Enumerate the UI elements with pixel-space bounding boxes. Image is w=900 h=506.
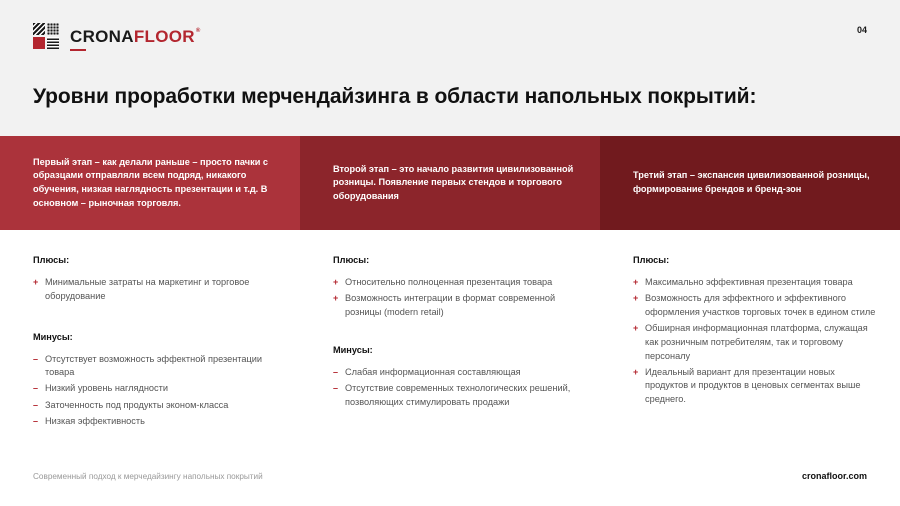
logo-wordmark: CRONAFLOOR®: [70, 28, 201, 45]
list-item: – Заточенность под продукты эконом-класса: [33, 399, 278, 413]
header-area: [0, 0, 900, 136]
list-item: + Обширная информационная платформа, служащая как розничным потребителям, так и торговому персоналу: [633, 322, 868, 361]
minus-icon: –: [33, 383, 39, 394]
plus-icon: +: [33, 277, 39, 287]
cons-list: [333, 366, 578, 410]
pros-list: [33, 276, 278, 304]
minus-icon: –: [33, 353, 39, 364]
pros-heading: Плюсы:: [633, 255, 670, 265]
list-item: – Слабая информационная составляющая: [333, 366, 578, 380]
pros-heading: Плюсы:: [33, 255, 70, 265]
list-item: + Минимальные затраты на маркетинг и торговое оборудование: [33, 277, 250, 301]
list-item: + Возможность для эффектного и эффективного оформления участков торговых точек в едином стиле: [633, 293, 876, 317]
list-item: – Низкий уровень наглядности: [33, 382, 278, 396]
stage-1-description: Первый этап – как делали раньше – просто пачки с образцами отправляли всем подряд, никакого обучения, низкая наглядность презентации и т.д. В основном – рыночная торговля.: [0, 136, 300, 230]
list-item: – Низкая эффективность: [33, 415, 278, 429]
minus-icon: –: [33, 399, 39, 410]
minus-icon: –: [333, 366, 339, 377]
plus-icon: +: [633, 293, 639, 304]
stages-band: [0, 136, 900, 230]
footer-caption: Современный подход к мерчедайзингу напольных покрытий: [33, 472, 263, 481]
stage-3-column: [600, 230, 900, 460]
pros-cons-columns: [0, 230, 900, 460]
cons-heading: Минусы:: [333, 344, 373, 355]
stage-1-column: [0, 230, 300, 460]
cons-heading: Минусы:: [33, 331, 73, 342]
logo-mark-icon: [33, 23, 59, 49]
plus-icon: +: [633, 322, 639, 333]
minus-icon: –: [333, 382, 339, 393]
footer-website-link[interactable]: cronafloor.com: [801, 471, 867, 481]
pros-list: [633, 276, 878, 407]
page-title: Уровни проработки мерчендайзинга в области напольных покрытий:: [33, 85, 757, 108]
pros-heading: Плюсы:: [333, 255, 370, 265]
logo: [33, 23, 201, 49]
plus-icon: +: [633, 366, 639, 377]
list-item: + Относительно полноценная презентация товара: [333, 276, 578, 290]
logo-underline: [70, 49, 86, 51]
plus-icon: +: [333, 277, 339, 287]
pros-list: [333, 276, 578, 320]
cons-list: [33, 353, 278, 429]
plus-icon: +: [633, 277, 639, 287]
list-item: + Максимально эффективная презентация товара: [633, 276, 878, 290]
stage-2-description: Второй этап – это начало развития цивилизованной розницы. Появление первых стендов и торгового оборудования: [300, 136, 600, 230]
page-number: 04: [856, 25, 867, 35]
stage-2-column: [300, 230, 600, 460]
plus-icon: +: [333, 293, 339, 304]
minus-icon: –: [33, 415, 39, 426]
stage-3-description: Третий этап – экспансия цивилизованной розницы, формирование брендов и бренд-зон: [600, 136, 900, 230]
list-item: + Возможность интеграции в формат современной розницы (modern retail): [333, 293, 556, 317]
list-item: – Отсутствие современных технологических решений, позволяющих стимулировать продажи: [333, 382, 571, 407]
list-item: + Идеальный вариант для презентации новых продуктов и продуктов в ценовых сегментах выше среднего.: [633, 366, 861, 405]
list-item: – Отсутствует возможность эффектной презентации товара: [33, 353, 263, 378]
